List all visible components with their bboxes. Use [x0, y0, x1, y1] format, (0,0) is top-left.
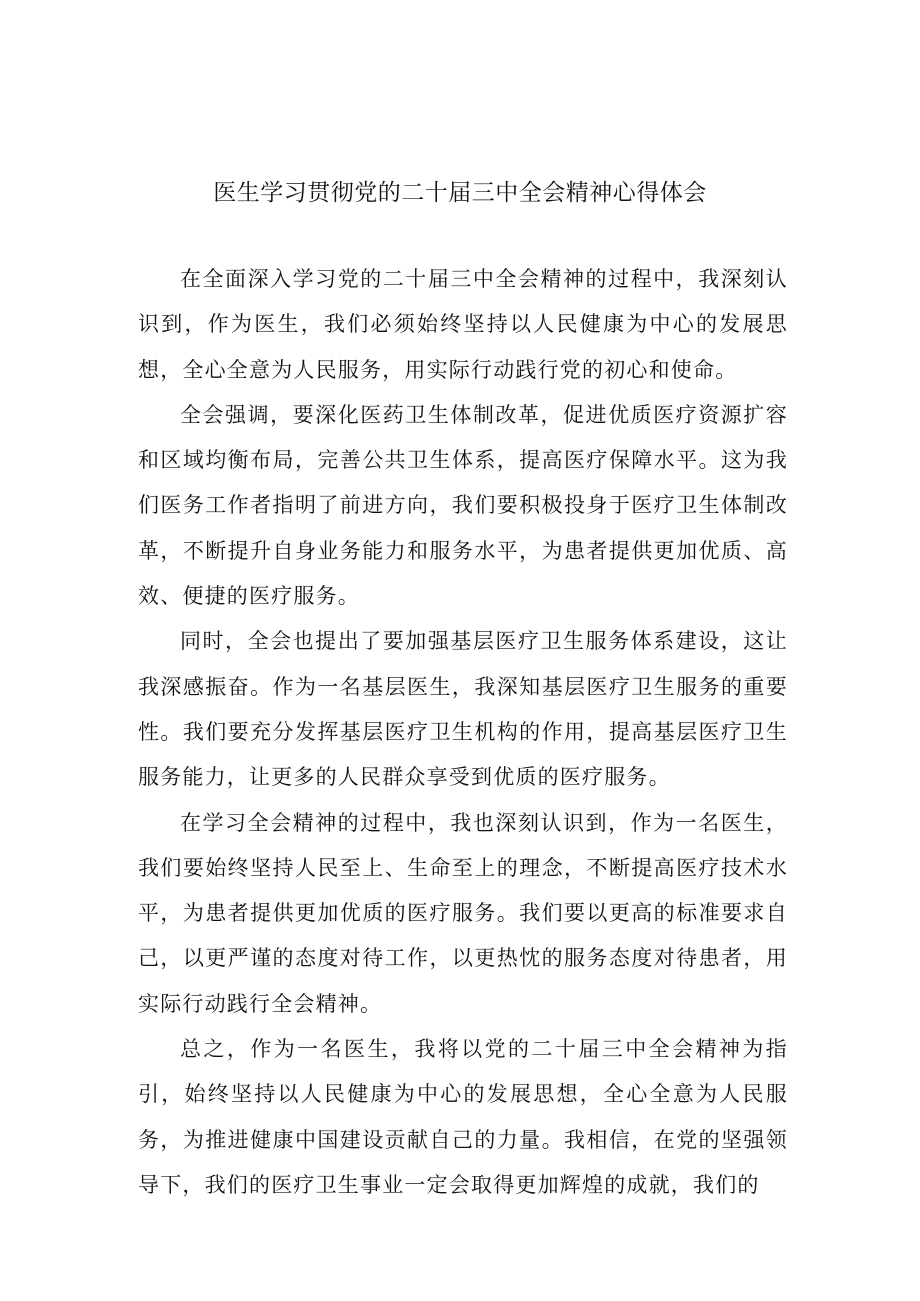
paragraph-4: 在学习全会精神的过程中，我也深刻认识到，作为一名医生，我们要始终坚持人民至上、生命至上的理念，不断提高医疗技术水平，为患者提供更加优质的医疗服务。我们要以更高的标准要求自己，以更严谨的态度对待工作，以更热忱的服务态度对待患者，用实际行动践行全会精神。 — [138, 810, 788, 1016]
paragraph-2: 全会强调，要深化医药卫生体制改革，促进优质医疗资源扩容和区域均衡布局，完善公共卫生体系，提高医疗保障水平。这为我们医务工作者指明了前进方向，我们要积极投身于医疗卫生体制改革，不断提升自身业务能力和服务水平，为患者提供更加优质、高效、便捷的医疗服务。 — [138, 402, 788, 609]
paragraph-5: 总之，作为一名医生，我将以党的二十届三中全会精神为指引，始终坚持以人民健康为中心的发展思想，全心全意为人民服务，为推进健康中国建设贡献自己的力量。我相信，在党的坚强领导下，我们的医疗卫生事业一定会取得更加辉煌的成就，我们的 — [138, 1037, 788, 1197]
paragraph-1: 在全面深入学习党的二十届三中全会精神的过程中，我深刻认识到，作为医生，我们必须始终坚持以人民健康为中心的发展思想，全心全意为人民服务，用实际行动践行党的初心和使命。 — [138, 267, 788, 382]
document-title: 医生学习贯彻党的二十届三中全会精神心得体会 — [213, 180, 707, 206]
paragraph-3: 同时，全会也提出了要加强基层医疗卫生服务体系建设，这让我深感振奋。作为一名基层医生，我深知基层医疗卫生服务的重要性。我们要充分发挥基层医疗卫生机构的作用，提高基层医疗卫生服务能力，让更多的人民群众享受到优质的医疗服务。 — [138, 629, 788, 790]
document-body — [138, 257, 788, 1208]
